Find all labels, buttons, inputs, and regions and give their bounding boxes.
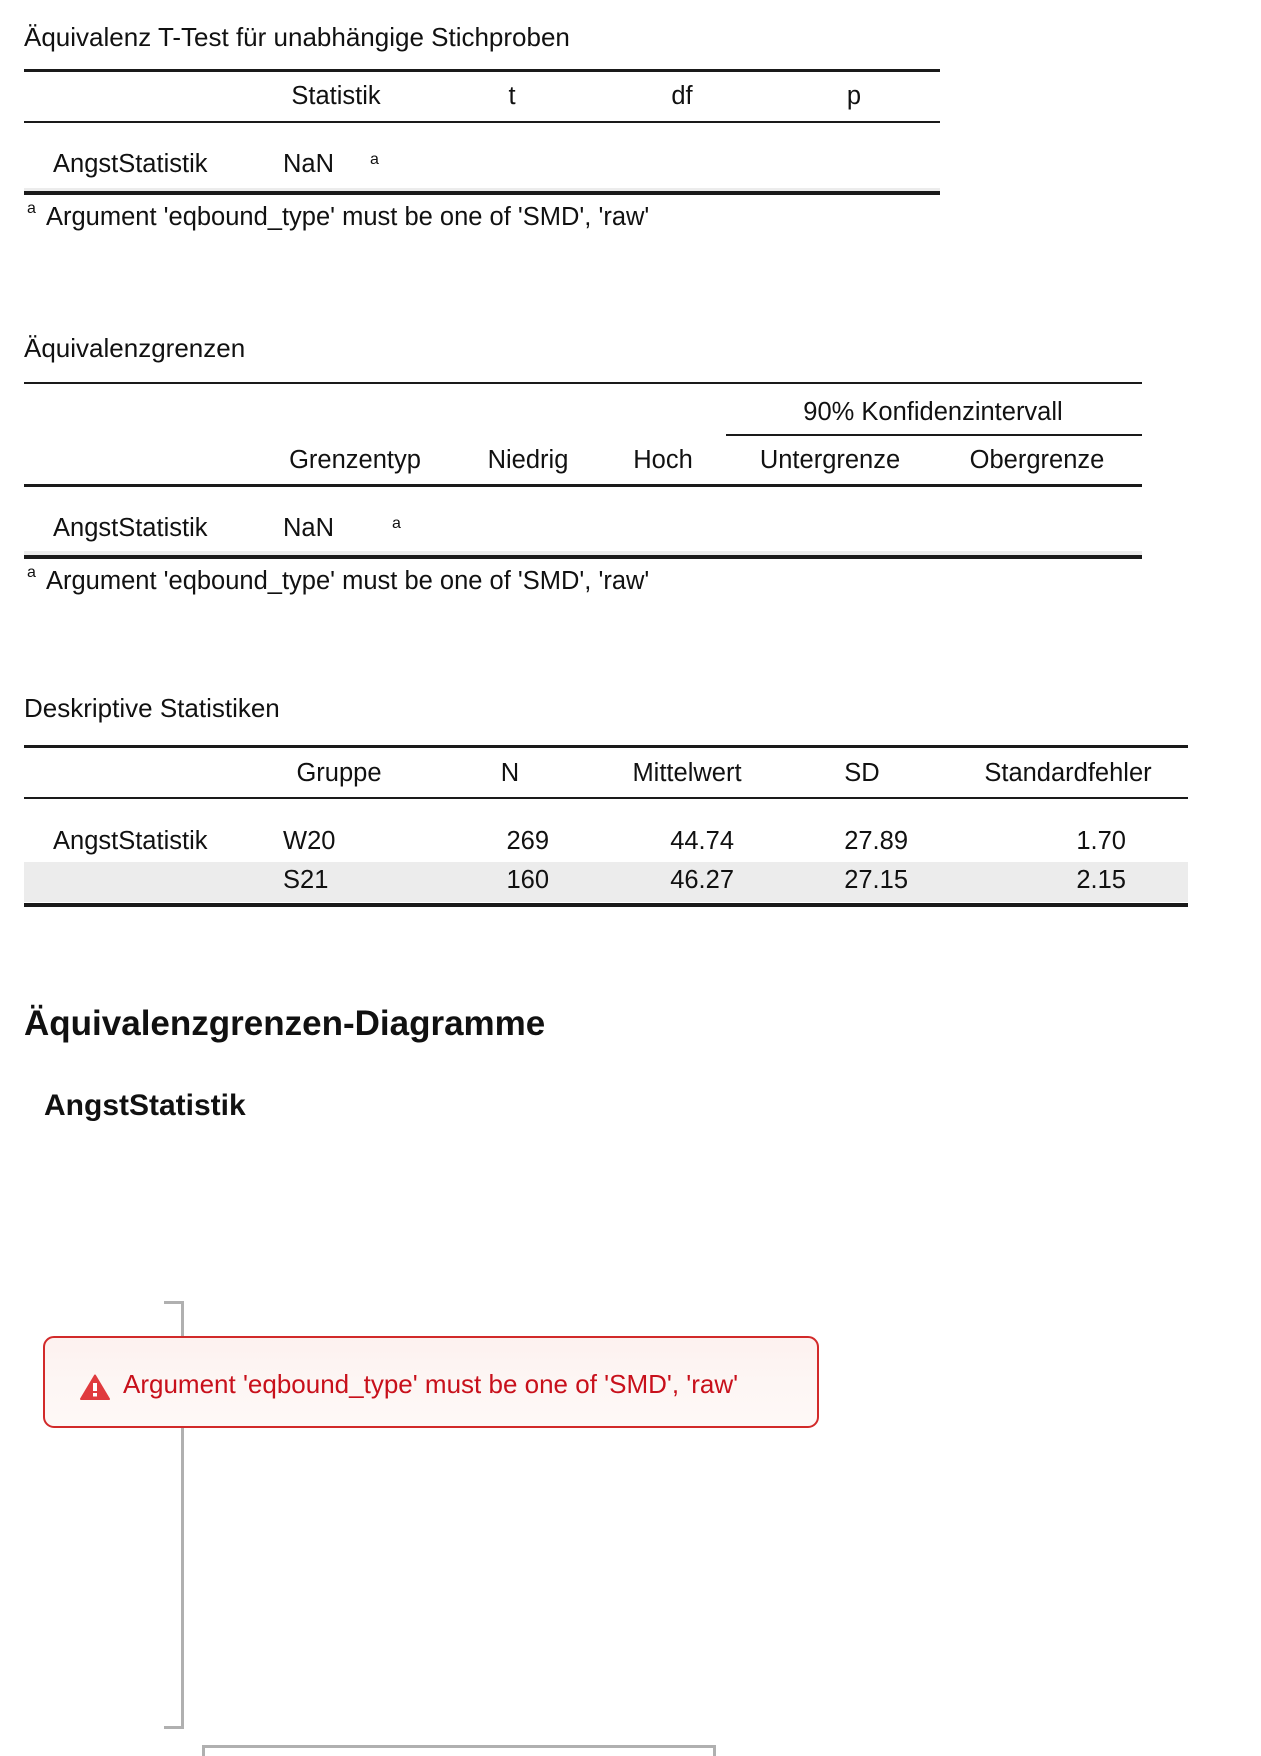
column-header-df: df [671,82,693,110]
column-header-statistik: Statistik [291,82,381,110]
cell-gruppe: S21 [283,866,329,894]
cell-mittelwert: 44.74 [670,827,734,855]
footnote-marker: a [370,151,379,168]
column-header-n: N [500,759,520,787]
plot-subheading: AngstStatistik [44,1089,246,1122]
row-shade [24,862,1188,902]
footnote-marker: a [27,564,36,581]
column-header-standardfehler: Standardfehler [984,759,1152,787]
column-header-niedrig: Niedrig [487,446,569,474]
error-message-text: Argument 'eqbound_type' must be one of 'SMD', 'raw' [123,1369,739,1399]
cell-sd: 27.89 [844,827,908,855]
ci-spanner-rule [726,434,1142,436]
cell-mittelwert: 46.27 [670,866,734,894]
header-rule [24,797,1188,799]
column-header-obergrenze: Obergrenze [969,446,1105,474]
table-top-rule [24,382,1142,384]
cell-n: 160 [506,866,549,894]
cell-standardfehler: 1.70 [1076,827,1126,855]
table-top-rule [24,745,1188,748]
table-footnote: Argument 'eqbound_type' must be one of 'SMD', 'raw' [46,567,650,595]
table-footnote: Argument 'eqbound_type' must be one of 'SMD', 'raw' [46,203,650,231]
table-bottom-rule [24,555,1142,559]
row-variable: AngstStatistik [53,514,208,542]
column-header-gruppe: Gruppe [296,759,382,787]
column-header-hoch: Hoch [633,446,693,474]
header-rule [24,121,940,123]
section-heading: Äquivalenzgrenzen-Diagramme [24,1004,546,1043]
footnote-marker: a [27,200,36,217]
row-variable: AngstStatistik [53,827,208,855]
table-top-rule [24,69,940,72]
cell-sd: 27.15 [844,866,908,894]
table-bottom-rule [24,191,940,195]
table-bottom-rule [24,903,1188,907]
column-header-untergrenze: Untergrenze [759,446,901,474]
header-rule [24,484,1142,487]
column-header-p: p [846,82,862,110]
cell-standardfehler: 2.15 [1076,866,1126,894]
column-header-grenzentyp: Grenzentyp [289,446,421,474]
table-title: Äquivalenzgrenzen [24,333,246,363]
footnote-marker: a [392,515,401,532]
cell-grenzentyp: NaN [283,514,335,542]
table-title: Äquivalenz T-Test für unabhängige Stichproben [24,22,570,52]
column-header-t: t [508,82,516,110]
table-title: Deskriptive Statistiken [24,693,280,723]
ci-spanner-label: 90% Konfidenzintervall [803,398,1063,426]
column-header-sd: SD [844,759,880,787]
cell-n: 269 [506,827,549,855]
row-variable: AngstStatistik [53,150,208,178]
warning-icon [80,1374,110,1400]
cell-gruppe: W20 [283,827,336,855]
cell-statistik: NaN [283,150,335,178]
column-header-mittelwert: Mittelwert [632,759,742,787]
error-message-box [43,1336,819,1428]
